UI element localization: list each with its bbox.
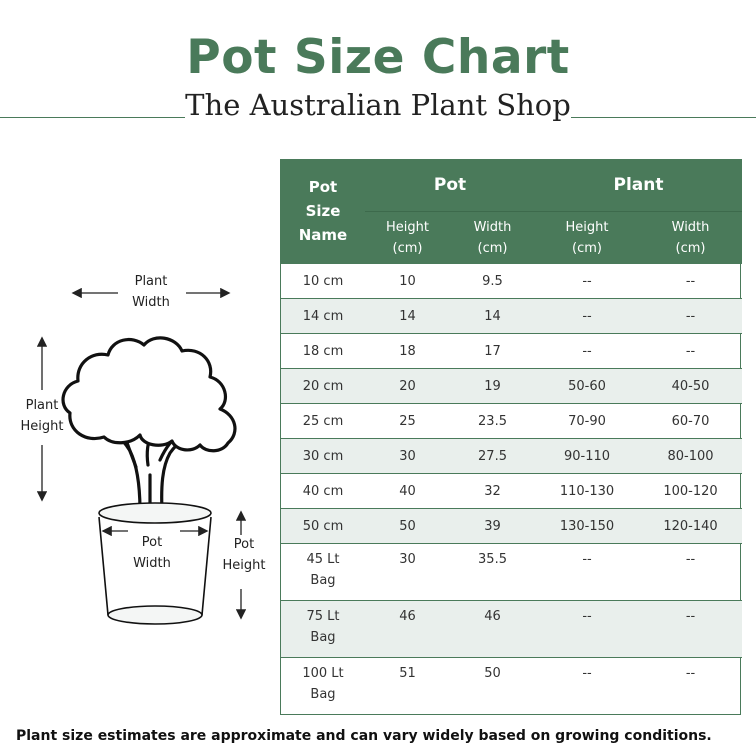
pot-size-name-cell: 40 cm xyxy=(281,474,365,509)
pot-width-cell: 50 xyxy=(450,658,535,715)
pot-size-name-cell: 14 cm xyxy=(281,299,365,334)
pot-height-cell: 40 xyxy=(365,474,450,509)
pot-height-cell: 20 xyxy=(365,369,450,404)
pot-height-cell: 30 xyxy=(365,439,450,474)
table-header-row xyxy=(281,159,742,212)
plant-height-cell: -- xyxy=(535,601,639,658)
pot-size-name-cell xyxy=(281,601,365,658)
divider-right xyxy=(571,117,756,118)
plant-width-cell: 100-120 xyxy=(639,474,742,509)
pot-height-label xyxy=(214,534,274,576)
table-row xyxy=(281,509,742,544)
pot-width-cell: 46 xyxy=(450,601,535,658)
table-row xyxy=(281,264,742,299)
table-row xyxy=(281,439,742,474)
pot-height-cell: 50 xyxy=(365,509,450,544)
column-header-plant-height xyxy=(535,212,639,264)
pot-width-cell: 9.5 xyxy=(450,264,535,299)
plant-width-cell: 80-100 xyxy=(639,439,742,474)
tree-icon xyxy=(63,338,235,511)
plant-height-cell: 90-110 xyxy=(535,439,639,474)
pot-height-cell: 18 xyxy=(365,334,450,369)
page-title: Pot Size Chart xyxy=(186,30,570,85)
pot-width-label-line1: Pot xyxy=(141,535,163,550)
pot-size-name-text: 100 Lt xyxy=(302,666,344,681)
pot-size-name-cell: 50 cm xyxy=(281,509,365,544)
pot-size-name-cell: 25 cm xyxy=(281,404,365,439)
header-text: Height xyxy=(386,219,429,235)
pot-size-name-text: 45 Lt xyxy=(306,552,340,567)
header-text: Height xyxy=(565,219,609,235)
footnote: Plant size estimates are approximate and can vary widely based on growing conditions. xyxy=(16,728,712,744)
tree-in-pot-icon xyxy=(0,255,280,655)
plant-height-label xyxy=(12,395,72,437)
pot-height-cell: 10 xyxy=(365,264,450,299)
plant-height-cell: 50-60 xyxy=(535,369,639,404)
pot-height-cell: 14 xyxy=(365,299,450,334)
pot-size-name-cell xyxy=(281,658,365,715)
header-unit: (cm) xyxy=(477,240,508,256)
pot-width-cell: 35.5 xyxy=(450,544,535,601)
table-row xyxy=(281,474,742,509)
header-text: Width xyxy=(473,219,512,235)
plant-height-label-line2: Height xyxy=(20,419,64,434)
plant-width-label-line2: Width xyxy=(132,295,170,310)
plant-width-cell: 60-70 xyxy=(639,404,742,439)
header-unit: (cm) xyxy=(572,240,602,256)
pot-size-name-cell: 20 cm xyxy=(281,369,365,404)
pot-size-name-text: Bag xyxy=(310,630,336,645)
table-row xyxy=(281,334,742,369)
plant-width-label-line1: Plant xyxy=(134,274,168,289)
pot-width-cell: 19 xyxy=(450,369,535,404)
header-unit: (cm) xyxy=(392,240,423,256)
plant-width-cell: -- xyxy=(639,658,742,715)
pot-size-name-cell xyxy=(281,544,365,601)
pot-size-name-text: Bag xyxy=(310,687,336,702)
plant-width-cell: 40-50 xyxy=(639,369,742,404)
table-row xyxy=(281,544,742,601)
plant-width-cell: -- xyxy=(639,544,742,601)
pot-width-cell: 17 xyxy=(450,334,535,369)
column-header-pot-size-name xyxy=(281,159,365,264)
plant-height-cell: 110-130 xyxy=(535,474,639,509)
header-text: Size xyxy=(305,202,341,220)
plant-height-cell: -- xyxy=(535,299,639,334)
column-header-pot-width xyxy=(450,212,535,264)
header-text: Width xyxy=(671,219,710,235)
pot-size-name-cell: 30 cm xyxy=(281,439,365,474)
plant-height-cell: 70-90 xyxy=(535,404,639,439)
pot-height-cell: 51 xyxy=(365,658,450,715)
pot-height-label-line1: Pot xyxy=(233,537,255,552)
table-row xyxy=(281,404,742,439)
pot-height-cell: 30 xyxy=(365,544,450,601)
pot-height-cell: 25 xyxy=(365,404,450,439)
plant-height-cell: -- xyxy=(535,264,639,299)
table-row xyxy=(281,299,742,334)
subtitle-row xyxy=(0,86,756,134)
table-row xyxy=(281,369,742,404)
plant-height-cell: -- xyxy=(535,658,639,715)
column-group-plant: Plant xyxy=(535,159,742,212)
plant-width-cell: -- xyxy=(639,601,742,658)
column-header-pot-height xyxy=(365,212,450,264)
pot-width-cell: 23.5 xyxy=(450,404,535,439)
pot-size-name-text: Bag xyxy=(310,573,336,588)
plant-height-cell: -- xyxy=(535,544,639,601)
table-row xyxy=(281,658,742,715)
plant-width-label xyxy=(118,271,184,313)
pot-size-name-text: 75 Lt xyxy=(306,609,340,624)
plant-width-cell: -- xyxy=(639,264,742,299)
pot-width-label xyxy=(122,532,182,574)
plant-height-cell: -- xyxy=(535,334,639,369)
pot-size-table xyxy=(280,159,741,715)
table-row xyxy=(281,601,742,658)
plant-pot-diagram xyxy=(0,255,280,655)
header-text: Pot xyxy=(308,178,338,196)
pot-height-label-line2: Height xyxy=(222,558,266,573)
pot-width-cell: 39 xyxy=(450,509,535,544)
plant-width-cell: 120-140 xyxy=(639,509,742,544)
pot-height-cell: 46 xyxy=(365,601,450,658)
pot-width-cell: 14 xyxy=(450,299,535,334)
plant-height-label-line1: Plant xyxy=(25,398,59,413)
pot-size-name-cell: 10 cm xyxy=(281,264,365,299)
column-header-plant-width xyxy=(639,212,742,264)
column-group-pot: Pot xyxy=(365,159,535,212)
header-unit: (cm) xyxy=(675,240,706,256)
plant-width-cell: -- xyxy=(639,334,742,369)
subtitle: The Australian Plant Shop xyxy=(185,88,571,122)
pot-size-name-cell: 18 cm xyxy=(281,334,365,369)
header-text: Name xyxy=(298,226,348,244)
pot-width-cell: 27.5 xyxy=(450,439,535,474)
plant-width-cell: -- xyxy=(639,299,742,334)
pot-width-cell: 32 xyxy=(450,474,535,509)
pot-width-label-line2: Width xyxy=(133,556,171,571)
plant-height-cell: 130-150 xyxy=(535,509,639,544)
